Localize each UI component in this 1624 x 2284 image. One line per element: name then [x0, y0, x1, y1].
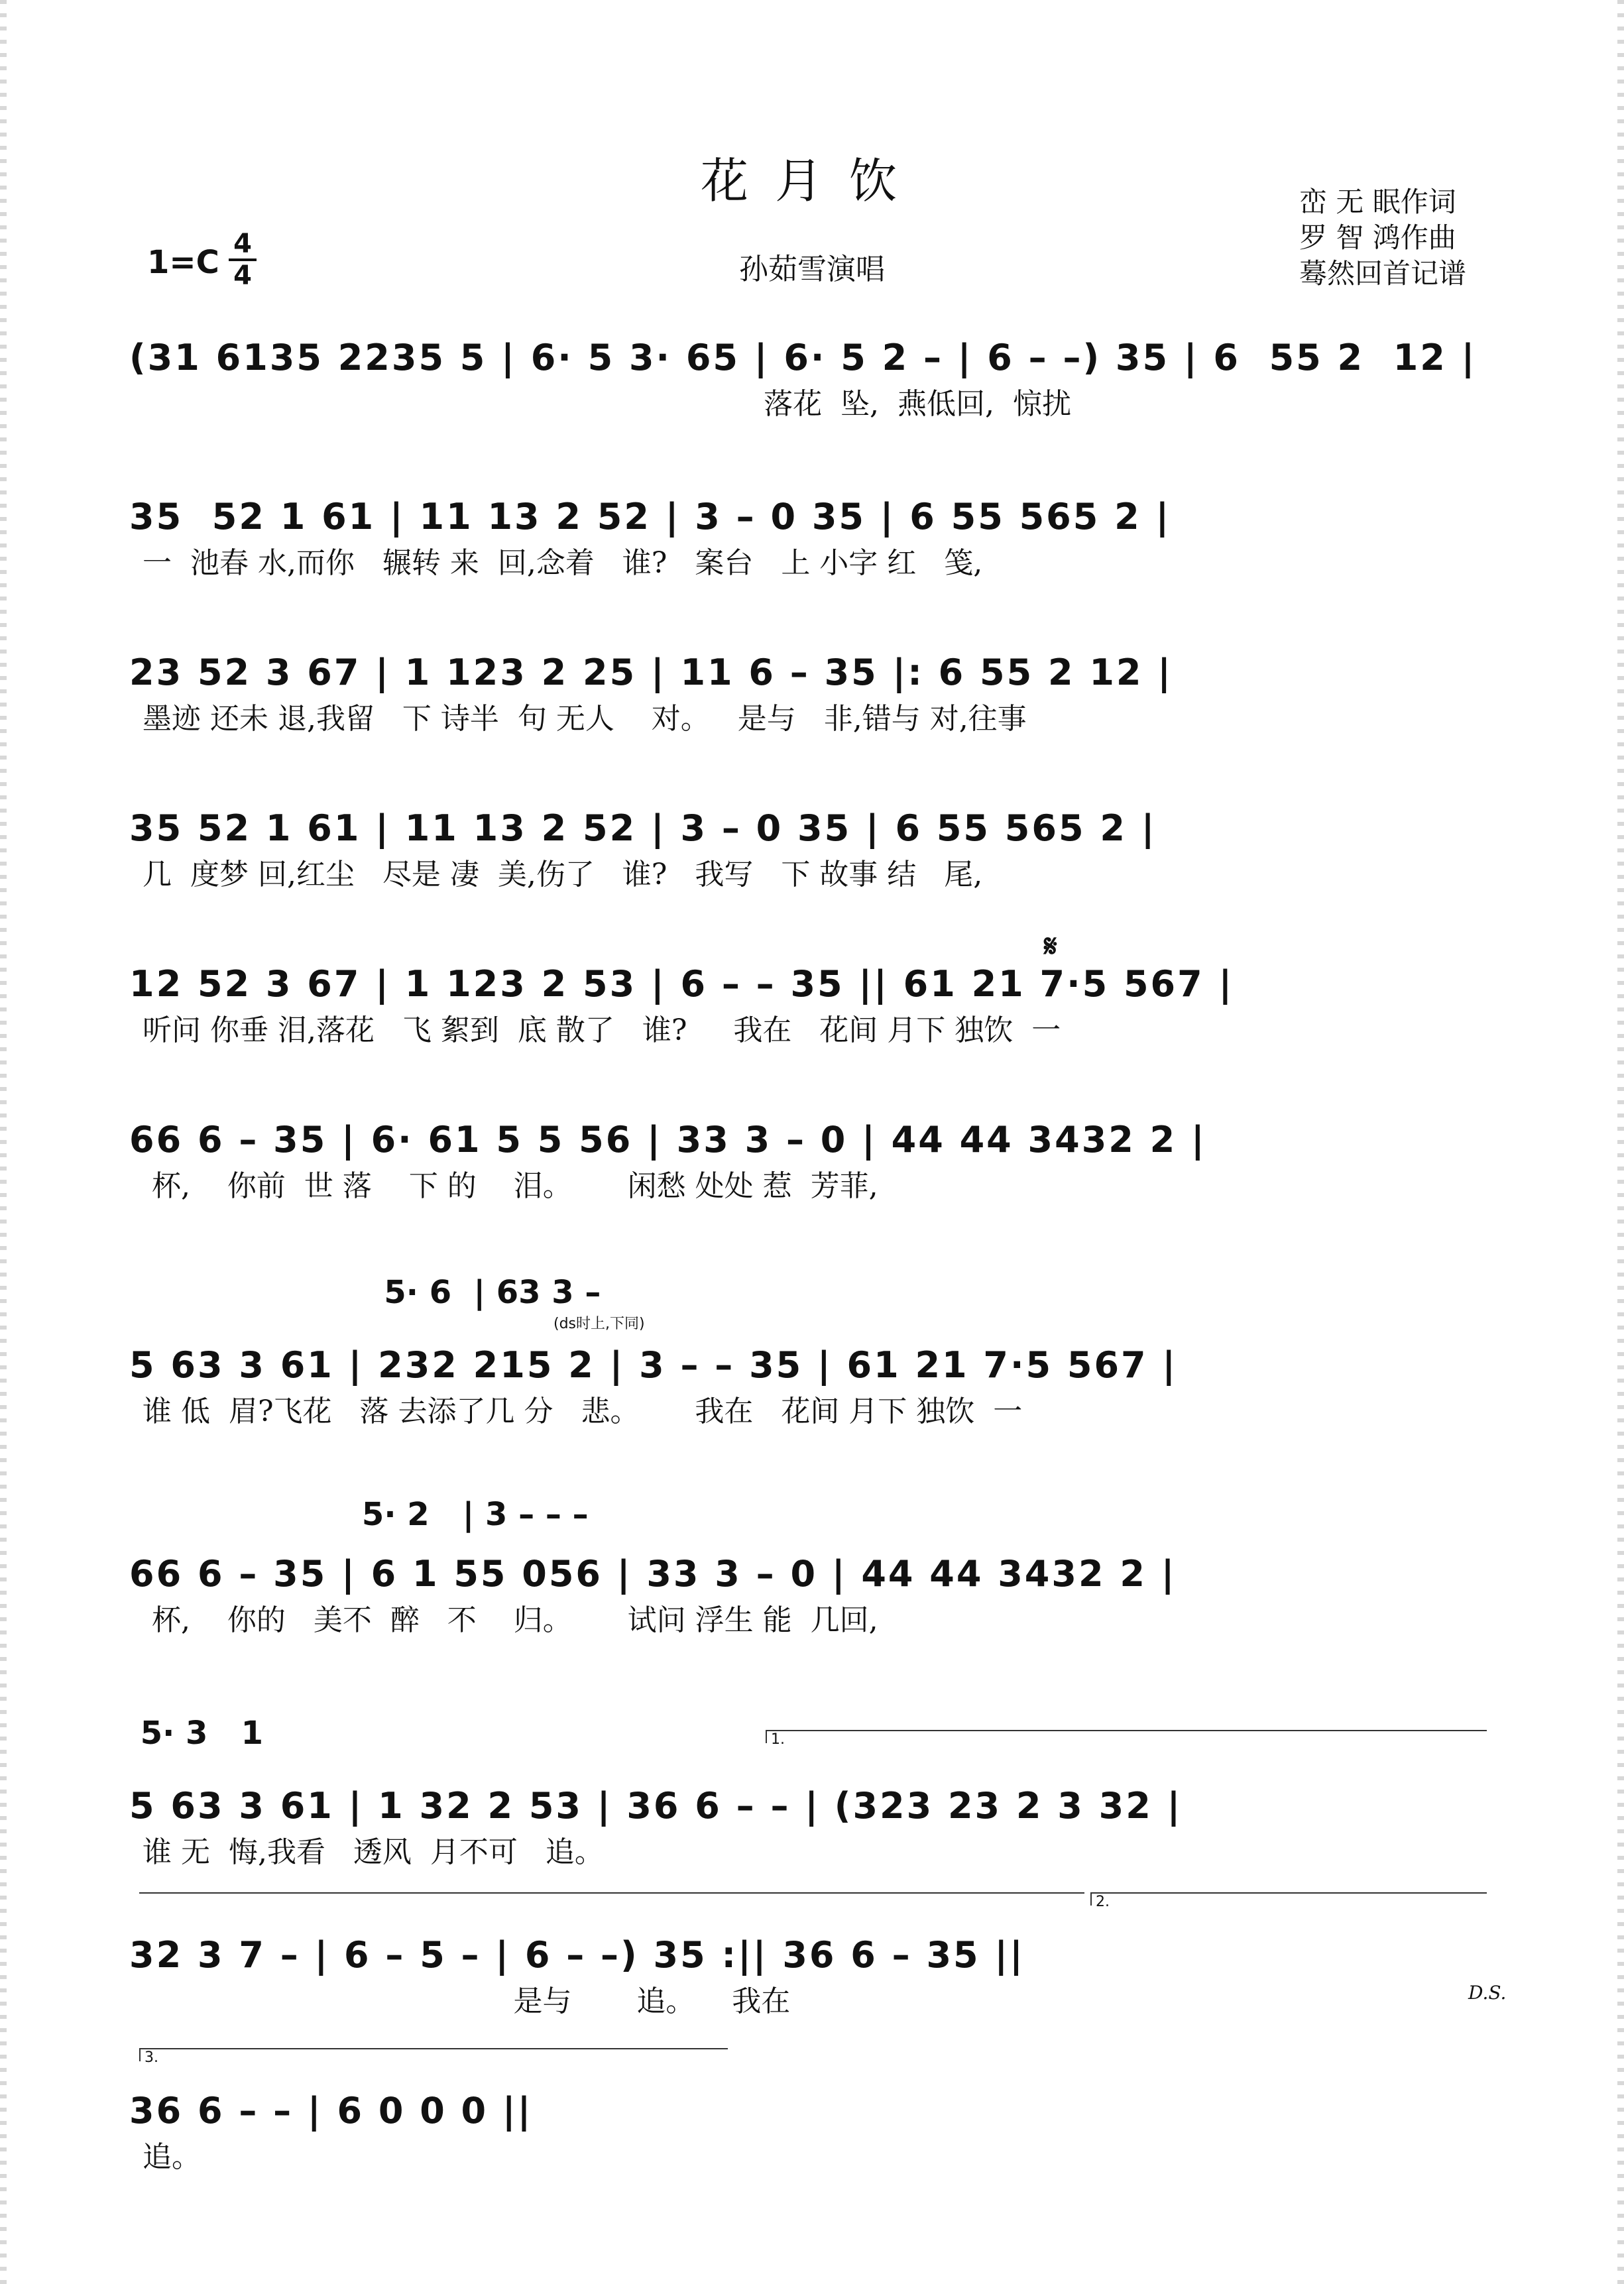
- lyrics-line: 落花 坠, 燕低回, 惊扰: [143, 387, 1071, 421]
- key-signature: 1=C: [147, 244, 219, 281]
- volta-3: 3.: [139, 2048, 728, 2061]
- lyrics-line: 杯, 你前 世 落 下 的 泪。 闲愁 处处 惹 芳菲,: [143, 1169, 878, 1203]
- notation-line: 5 63 3 61 | 232 215 2 | 3 – – 35 | 61 21 7·5 567 |: [129, 1344, 1178, 1386]
- score-system-11: [129, 2084, 1495, 2177]
- notation-line: 23 52 3 67 | 1 123 2 25 | 11 6 – 35 |: 6 55 2 12 |: [129, 652, 1173, 693]
- notation-line: 12 52 3 67 | 1 123 2 53 | 6 – – 35 || 61 21 7·5 567 |: [129, 963, 1234, 1005]
- lyrics-line: 一 池春 水,而你 辗转 来 回,念着 谁? 案台 上 小字 红 笺,: [143, 546, 983, 580]
- lyrics-line: 杯, 你的 美不 醉 不 归。 试问 浮生 能 几回,: [143, 1603, 878, 1637]
- ds-mark: D.S.: [1468, 1982, 1507, 2004]
- song-title: 花月饮: [700, 153, 923, 209]
- score-system-9: [129, 1713, 1495, 1872]
- ds-note: (ds时上,下同): [553, 1316, 645, 1332]
- segno-icon: 𝄋: [1044, 928, 1057, 964]
- lyrics-line: 是与 追。 我在: [143, 1984, 791, 2018]
- volta-2: 2.: [1090, 1892, 1487, 1906]
- lyrics-line: 追。: [143, 2140, 201, 2174]
- notation-line: 35 52 1 61 | 11 13 2 52 | 3 – 0 35 | 6 55 565 2 |: [129, 807, 1157, 849]
- meter-top: 4: [233, 229, 252, 259]
- notation-line: 35 52 1 61 | 11 13 2 52 | 3 – 0 35 | 6 55 565 2 |: [129, 496, 1171, 538]
- time-signature: [229, 231, 257, 289]
- lyrics-line: 谁 无 悔,我看 透风 月不可 追。: [143, 1835, 604, 1869]
- lyrics-line: 听问 你垂 泪,落花 飞 絮到 底 散了 谁? 我在 花间 月下 独饮 一: [143, 1013, 1061, 1047]
- notation-line: 36 6 – – | 6 0 0 0 ||: [129, 2090, 533, 2132]
- composer-credit: 罗 智 鸿作曲: [1299, 221, 1456, 254]
- score-system-8: [129, 1495, 1495, 1640]
- ossia-line: 5· 2 | 3 – – –: [129, 1496, 589, 1533]
- ossia-line: 5· 3 1: [129, 1715, 263, 1752]
- notation-line: 32 3 7 – | 6 – 5 – | 6 – –) 35 :|| 36 6 – 35 ||: [129, 1934, 1025, 1976]
- score-system-1: [129, 331, 1495, 424]
- score-system-7: [129, 1273, 1495, 1432]
- transcriber-credit: 蓦然回首记谱: [1299, 257, 1467, 290]
- score-system-2: [129, 490, 1495, 583]
- notation-line: 5 63 3 61 | 1 32 2 53 | 36 6 – – | (323 23 2 3 32 |: [129, 1785, 1183, 1827]
- page-edge-left: [0, 0, 7, 2284]
- volta-1-continuation: [139, 1892, 1084, 1906]
- notation-line: 66 6 – 35 | 6 1 55 056 | 33 3 – 0 | 44 44 3432 2 |: [129, 1553, 1177, 1595]
- score-system-10: [129, 1929, 1495, 2022]
- score-system-6: [129, 1113, 1495, 1206]
- singer-credit: 孙茹雪演唱: [739, 253, 885, 286]
- volta-1: 1.: [766, 1730, 1487, 1743]
- notation-line: (31 6135 2235 5 | 6· 5 3· 65 | 6· 5 2 – | 6 – –) 35 | 6 55 2 12 |: [129, 337, 1477, 378]
- lyrics-line: 几 度梦 回,红尘 尽是 凄 美,伤了 谁? 我写 下 故事 结 尾,: [143, 858, 983, 891]
- page-edge-right: [1617, 0, 1624, 2284]
- ossia-line: 5· 6 | 63 3 –: [129, 1274, 601, 1311]
- credits-block: [1299, 184, 1466, 292]
- notation-line: 66 6 – 35 | 6· 61 5 5 56 | 33 3 – 0 | 44 44 3432 2 |: [129, 1119, 1206, 1161]
- lyrics-line: 墨迹 还未 退,我留 下 诗半 句 无人 对。 是与 非,错与 对,往事: [143, 702, 1027, 736]
- lyrics-line: 谁 低 眉?飞花 落 去添了几 分 悲。 我在 花间 月下 独饮 一: [143, 1395, 1023, 1428]
- score-system-4: [129, 802, 1495, 895]
- score-system-3: [129, 646, 1495, 739]
- lyricist-credit: 峦 无 眠作词: [1299, 186, 1456, 218]
- meter-bottom: 4: [233, 260, 252, 291]
- score-system-5: [129, 958, 1495, 1051]
